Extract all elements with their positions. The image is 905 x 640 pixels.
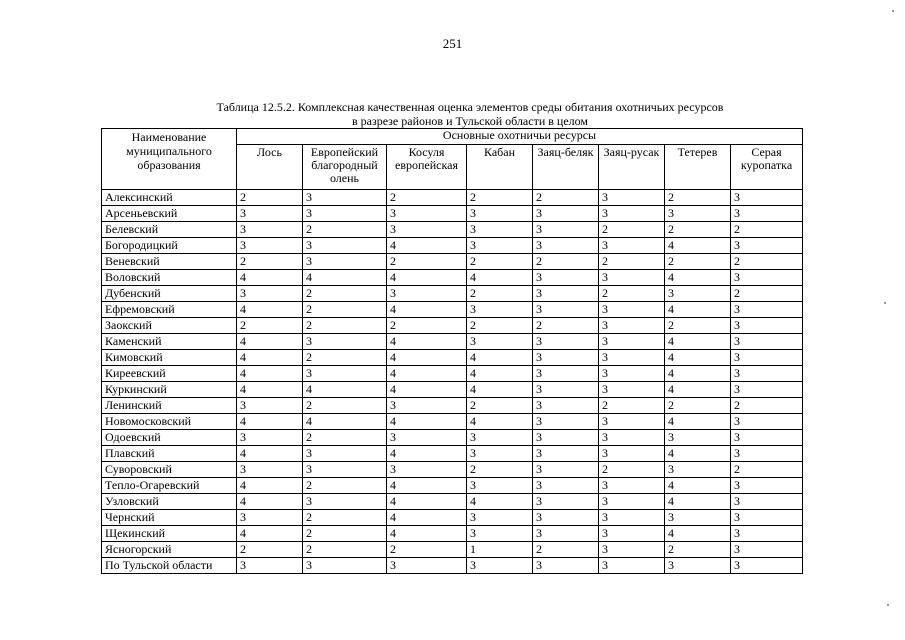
- score-cell: 4: [387, 238, 467, 254]
- score-cell: 4: [387, 334, 467, 350]
- municipality-name-cell: Каменский: [102, 334, 237, 350]
- score-cell: 3: [731, 238, 803, 254]
- score-cell: 3: [731, 510, 803, 526]
- col-header-roe-deer: Косуля европейская: [387, 145, 467, 190]
- score-cell: 4: [237, 526, 303, 542]
- score-cell: 2: [237, 254, 303, 270]
- score-cell: 3: [599, 494, 665, 510]
- score-cell: 3: [665, 462, 731, 478]
- score-cell: 4: [467, 366, 533, 382]
- score-cell: 2: [665, 190, 731, 206]
- score-cell: 2: [237, 190, 303, 206]
- score-cell: 3: [731, 318, 803, 334]
- score-cell: 3: [533, 414, 599, 430]
- score-cell: 3: [599, 334, 665, 350]
- score-cell: 2: [533, 254, 599, 270]
- score-cell: 3: [533, 462, 599, 478]
- score-cell: 3: [731, 270, 803, 286]
- score-cell: 3: [467, 238, 533, 254]
- score-cell: 3: [731, 494, 803, 510]
- score-cell: 3: [467, 478, 533, 494]
- score-cell: 3: [237, 222, 303, 238]
- score-cell: 3: [303, 494, 387, 510]
- header-main-resources: Основные охотничьи ресурсы: [237, 129, 803, 145]
- municipality-name-cell: Белевский: [102, 222, 237, 238]
- municipality-name-cell: Куркинский: [102, 382, 237, 398]
- score-cell: 4: [237, 334, 303, 350]
- score-cell: 2: [665, 398, 731, 414]
- score-cell: 3: [533, 366, 599, 382]
- score-cell: 3: [665, 510, 731, 526]
- municipality-name-cell: Алексинский: [102, 190, 237, 206]
- score-cell: 3: [303, 334, 387, 350]
- score-cell: 4: [237, 366, 303, 382]
- table-row: [102, 510, 803, 526]
- municipality-name-cell: Киреевский: [102, 366, 237, 382]
- score-cell: 3: [533, 478, 599, 494]
- score-cell: 3: [599, 430, 665, 446]
- score-cell: 3: [387, 398, 467, 414]
- municipality-name-cell: Веневский: [102, 254, 237, 270]
- score-cell: 4: [467, 350, 533, 366]
- score-cell: 3: [731, 190, 803, 206]
- score-cell: 4: [303, 382, 387, 398]
- score-cell: 2: [303, 286, 387, 302]
- score-cell: 2: [303, 510, 387, 526]
- score-cell: 4: [237, 494, 303, 510]
- score-cell: 3: [533, 222, 599, 238]
- score-cell: 3: [467, 526, 533, 542]
- score-cell: 4: [303, 414, 387, 430]
- header-municipality: Наименование муниципального образования: [102, 129, 237, 190]
- score-cell: 2: [303, 302, 387, 318]
- score-cell: 3: [387, 558, 467, 574]
- score-cell: 4: [237, 414, 303, 430]
- score-cell: 3: [467, 206, 533, 222]
- score-cell: 3: [387, 286, 467, 302]
- municipality-name-cell: Воловский: [102, 270, 237, 286]
- score-cell: 3: [731, 382, 803, 398]
- municipality-name-cell: Узловский: [102, 494, 237, 510]
- score-cell: 3: [387, 206, 467, 222]
- table-row: [102, 254, 803, 270]
- score-cell: 3: [303, 558, 387, 574]
- municipality-name-cell: Суворовский: [102, 462, 237, 478]
- score-cell: 3: [237, 238, 303, 254]
- score-cell: 3: [599, 302, 665, 318]
- municipality-name-cell: Ясногорский: [102, 542, 237, 558]
- score-cell: 3: [237, 286, 303, 302]
- score-cell: 4: [303, 270, 387, 286]
- scan-speck: [884, 302, 886, 304]
- score-cell: 3: [731, 366, 803, 382]
- score-cell: 2: [467, 318, 533, 334]
- score-cell: 2: [387, 190, 467, 206]
- score-cell: 3: [533, 398, 599, 414]
- table-row: [102, 526, 803, 542]
- table-row: [102, 222, 803, 238]
- score-cell: 3: [387, 462, 467, 478]
- municipality-name-cell: Кимовский: [102, 350, 237, 366]
- score-cell: 3: [467, 302, 533, 318]
- score-cell: 1: [467, 542, 533, 558]
- score-cell: 2: [303, 430, 387, 446]
- municipality-name-cell: Чернский: [102, 510, 237, 526]
- municipality-name-cell: Арсеньевский: [102, 206, 237, 222]
- score-cell: 4: [665, 366, 731, 382]
- score-cell: 4: [387, 302, 467, 318]
- score-cell: 2: [533, 318, 599, 334]
- score-cell: 3: [731, 446, 803, 462]
- score-cell: 4: [665, 270, 731, 286]
- score-cell: 2: [237, 542, 303, 558]
- score-cell: 3: [731, 478, 803, 494]
- score-cell: 2: [731, 254, 803, 270]
- score-cell: 2: [467, 254, 533, 270]
- table-row: [102, 558, 803, 574]
- table-body: [102, 190, 803, 574]
- table-title-line-2: в разрезе районов и Тульской области в целом: [351, 114, 589, 128]
- score-cell: 3: [731, 414, 803, 430]
- score-cell: 2: [731, 462, 803, 478]
- score-cell: 2: [303, 350, 387, 366]
- score-cell: 3: [237, 206, 303, 222]
- table-row: [102, 302, 803, 318]
- score-cell: 3: [533, 558, 599, 574]
- score-cell: 3: [303, 206, 387, 222]
- score-cell: 2: [665, 222, 731, 238]
- municipality-name-cell: Новомосковский: [102, 414, 237, 430]
- table-row: [102, 494, 803, 510]
- score-cell: 2: [387, 318, 467, 334]
- score-cell: 2: [467, 398, 533, 414]
- score-cell: 4: [665, 478, 731, 494]
- table-row: [102, 286, 803, 302]
- score-cell: 3: [237, 558, 303, 574]
- score-cell: 4: [237, 382, 303, 398]
- score-cell: 3: [665, 206, 731, 222]
- score-cell: 3: [237, 462, 303, 478]
- score-cell: 2: [599, 222, 665, 238]
- score-cell: 4: [665, 302, 731, 318]
- table-row: [102, 398, 803, 414]
- score-cell: 3: [599, 270, 665, 286]
- score-cell: 2: [467, 190, 533, 206]
- score-cell: 4: [237, 446, 303, 462]
- score-cell: 3: [237, 430, 303, 446]
- col-header-brown-hare: Заяц-русак: [599, 145, 665, 190]
- score-cell: 3: [599, 206, 665, 222]
- score-cell: 2: [533, 190, 599, 206]
- score-cell: 3: [731, 302, 803, 318]
- score-cell: 2: [665, 254, 731, 270]
- score-cell: 4: [665, 382, 731, 398]
- score-cell: 2: [467, 286, 533, 302]
- score-cell: 3: [665, 286, 731, 302]
- score-cell: 3: [599, 510, 665, 526]
- score-cell: 4: [387, 382, 467, 398]
- table-row: [102, 350, 803, 366]
- table-row: [102, 478, 803, 494]
- score-cell: 2: [303, 478, 387, 494]
- score-cell: 2: [387, 542, 467, 558]
- score-cell: 4: [665, 414, 731, 430]
- municipality-name-cell: Плавский: [102, 446, 237, 462]
- table-row: [102, 414, 803, 430]
- score-cell: 3: [599, 366, 665, 382]
- score-cell: 3: [731, 350, 803, 366]
- score-cell: 4: [387, 350, 467, 366]
- table-row: [102, 238, 803, 254]
- score-cell: 3: [533, 302, 599, 318]
- score-cell: 3: [387, 222, 467, 238]
- col-header-black-grouse: Тетерев: [665, 145, 731, 190]
- score-cell: 4: [665, 334, 731, 350]
- municipality-name-cell: Тепло-Огаревский: [102, 478, 237, 494]
- habitat-assessment-table: [101, 128, 803, 574]
- score-cell: 3: [599, 190, 665, 206]
- table-row: [102, 366, 803, 382]
- score-cell: 3: [467, 558, 533, 574]
- score-cell: 3: [731, 206, 803, 222]
- score-cell: 3: [237, 398, 303, 414]
- scan-speck: [892, 10, 894, 12]
- score-cell: 3: [533, 206, 599, 222]
- score-cell: 3: [599, 350, 665, 366]
- score-cell: 3: [599, 478, 665, 494]
- score-cell: 3: [467, 446, 533, 462]
- score-cell: 3: [599, 558, 665, 574]
- municipality-name-cell: Дубенский: [102, 286, 237, 302]
- score-cell: 4: [387, 366, 467, 382]
- score-cell: 3: [599, 382, 665, 398]
- score-cell: 2: [731, 286, 803, 302]
- table-row: [102, 334, 803, 350]
- score-cell: 4: [665, 526, 731, 542]
- score-cell: 4: [387, 510, 467, 526]
- col-header-moose: Лось: [237, 145, 303, 190]
- score-cell: 3: [303, 366, 387, 382]
- score-cell: 2: [303, 398, 387, 414]
- table-row: [102, 206, 803, 222]
- table-row: [102, 430, 803, 446]
- score-cell: 2: [731, 398, 803, 414]
- score-cell: 4: [387, 478, 467, 494]
- score-cell: 3: [533, 270, 599, 286]
- score-cell: 3: [731, 558, 803, 574]
- score-cell: 3: [303, 238, 387, 254]
- score-cell: 4: [665, 446, 731, 462]
- score-cell: 2: [599, 286, 665, 302]
- score-cell: 3: [303, 190, 387, 206]
- score-cell: 2: [665, 318, 731, 334]
- municipality-name-cell: Заокский: [102, 318, 237, 334]
- score-cell: 2: [303, 542, 387, 558]
- score-cell: 4: [387, 446, 467, 462]
- municipality-name-cell: По Тульской области: [102, 558, 237, 574]
- score-cell: 3: [533, 350, 599, 366]
- table-row: [102, 446, 803, 462]
- table-row: [102, 542, 803, 558]
- score-cell: 3: [533, 382, 599, 398]
- score-cell: 3: [237, 510, 303, 526]
- score-cell: 3: [599, 526, 665, 542]
- score-cell: 3: [467, 222, 533, 238]
- score-cell: 3: [599, 446, 665, 462]
- score-cell: 2: [599, 398, 665, 414]
- score-cell: 4: [467, 494, 533, 510]
- score-cell: 4: [665, 238, 731, 254]
- col-header-red-deer: Европейский благородный олень: [303, 145, 387, 190]
- score-cell: 3: [533, 286, 599, 302]
- score-cell: 3: [665, 430, 731, 446]
- score-cell: 2: [303, 318, 387, 334]
- score-cell: 3: [665, 558, 731, 574]
- score-cell: 4: [237, 302, 303, 318]
- score-cell: 3: [599, 542, 665, 558]
- score-cell: 2: [599, 254, 665, 270]
- scan-speck: [887, 604, 889, 606]
- municipality-name-cell: Ефремовский: [102, 302, 237, 318]
- table-row: [102, 190, 803, 206]
- col-header-grey-partridge: Серая куропатка: [731, 145, 803, 190]
- score-cell: 4: [665, 350, 731, 366]
- score-cell: 3: [533, 238, 599, 254]
- table-row: [102, 270, 803, 286]
- table-title-line-1: Таблица 12.5.2. Комплексная качественная оценка элементов среды обитания охотничьих ресурсов: [216, 100, 724, 114]
- score-cell: 4: [387, 414, 467, 430]
- score-cell: 2: [237, 318, 303, 334]
- score-cell: 2: [387, 254, 467, 270]
- score-cell: 3: [467, 430, 533, 446]
- score-cell: 3: [599, 414, 665, 430]
- score-cell: 3: [533, 430, 599, 446]
- score-cell: 4: [467, 414, 533, 430]
- score-cell: 4: [237, 478, 303, 494]
- score-cell: 2: [665, 542, 731, 558]
- score-cell: 3: [731, 526, 803, 542]
- score-cell: 3: [533, 526, 599, 542]
- page-number: 251: [442, 36, 463, 51]
- municipality-name-cell: Богородицкий: [102, 238, 237, 254]
- score-cell: 2: [467, 462, 533, 478]
- col-header-mountain-hare: Заяц-беляк: [533, 145, 599, 190]
- table-title: [150, 100, 790, 128]
- score-cell: 3: [599, 318, 665, 334]
- score-cell: 3: [303, 462, 387, 478]
- municipality-name-cell: Ленинский: [102, 398, 237, 414]
- score-cell: 3: [533, 334, 599, 350]
- score-cell: 3: [467, 334, 533, 350]
- score-cell: 4: [665, 494, 731, 510]
- table-row: [102, 462, 803, 478]
- score-cell: 2: [599, 462, 665, 478]
- score-cell: 4: [387, 270, 467, 286]
- score-cell: 2: [303, 222, 387, 238]
- score-cell: 4: [387, 494, 467, 510]
- table-row: [102, 318, 803, 334]
- score-cell: 2: [731, 222, 803, 238]
- score-cell: 3: [731, 542, 803, 558]
- score-cell: 3: [533, 446, 599, 462]
- score-cell: 3: [303, 446, 387, 462]
- score-cell: 4: [467, 270, 533, 286]
- score-cell: 3: [599, 238, 665, 254]
- municipality-name-cell: Щекинский: [102, 526, 237, 542]
- score-cell: 3: [533, 494, 599, 510]
- score-cell: 3: [303, 254, 387, 270]
- score-cell: 3: [731, 334, 803, 350]
- score-cell: 4: [387, 526, 467, 542]
- score-cell: 4: [237, 270, 303, 286]
- score-cell: 2: [303, 526, 387, 542]
- score-cell: 4: [237, 350, 303, 366]
- table-row: [102, 382, 803, 398]
- score-cell: 3: [731, 430, 803, 446]
- score-cell: 2: [533, 542, 599, 558]
- municipality-name-cell: Одоевский: [102, 430, 237, 446]
- score-cell: 3: [467, 510, 533, 526]
- col-header-wild-boar: Кабан: [467, 145, 533, 190]
- score-cell: 3: [533, 510, 599, 526]
- score-cell: 3: [387, 430, 467, 446]
- score-cell: 4: [467, 382, 533, 398]
